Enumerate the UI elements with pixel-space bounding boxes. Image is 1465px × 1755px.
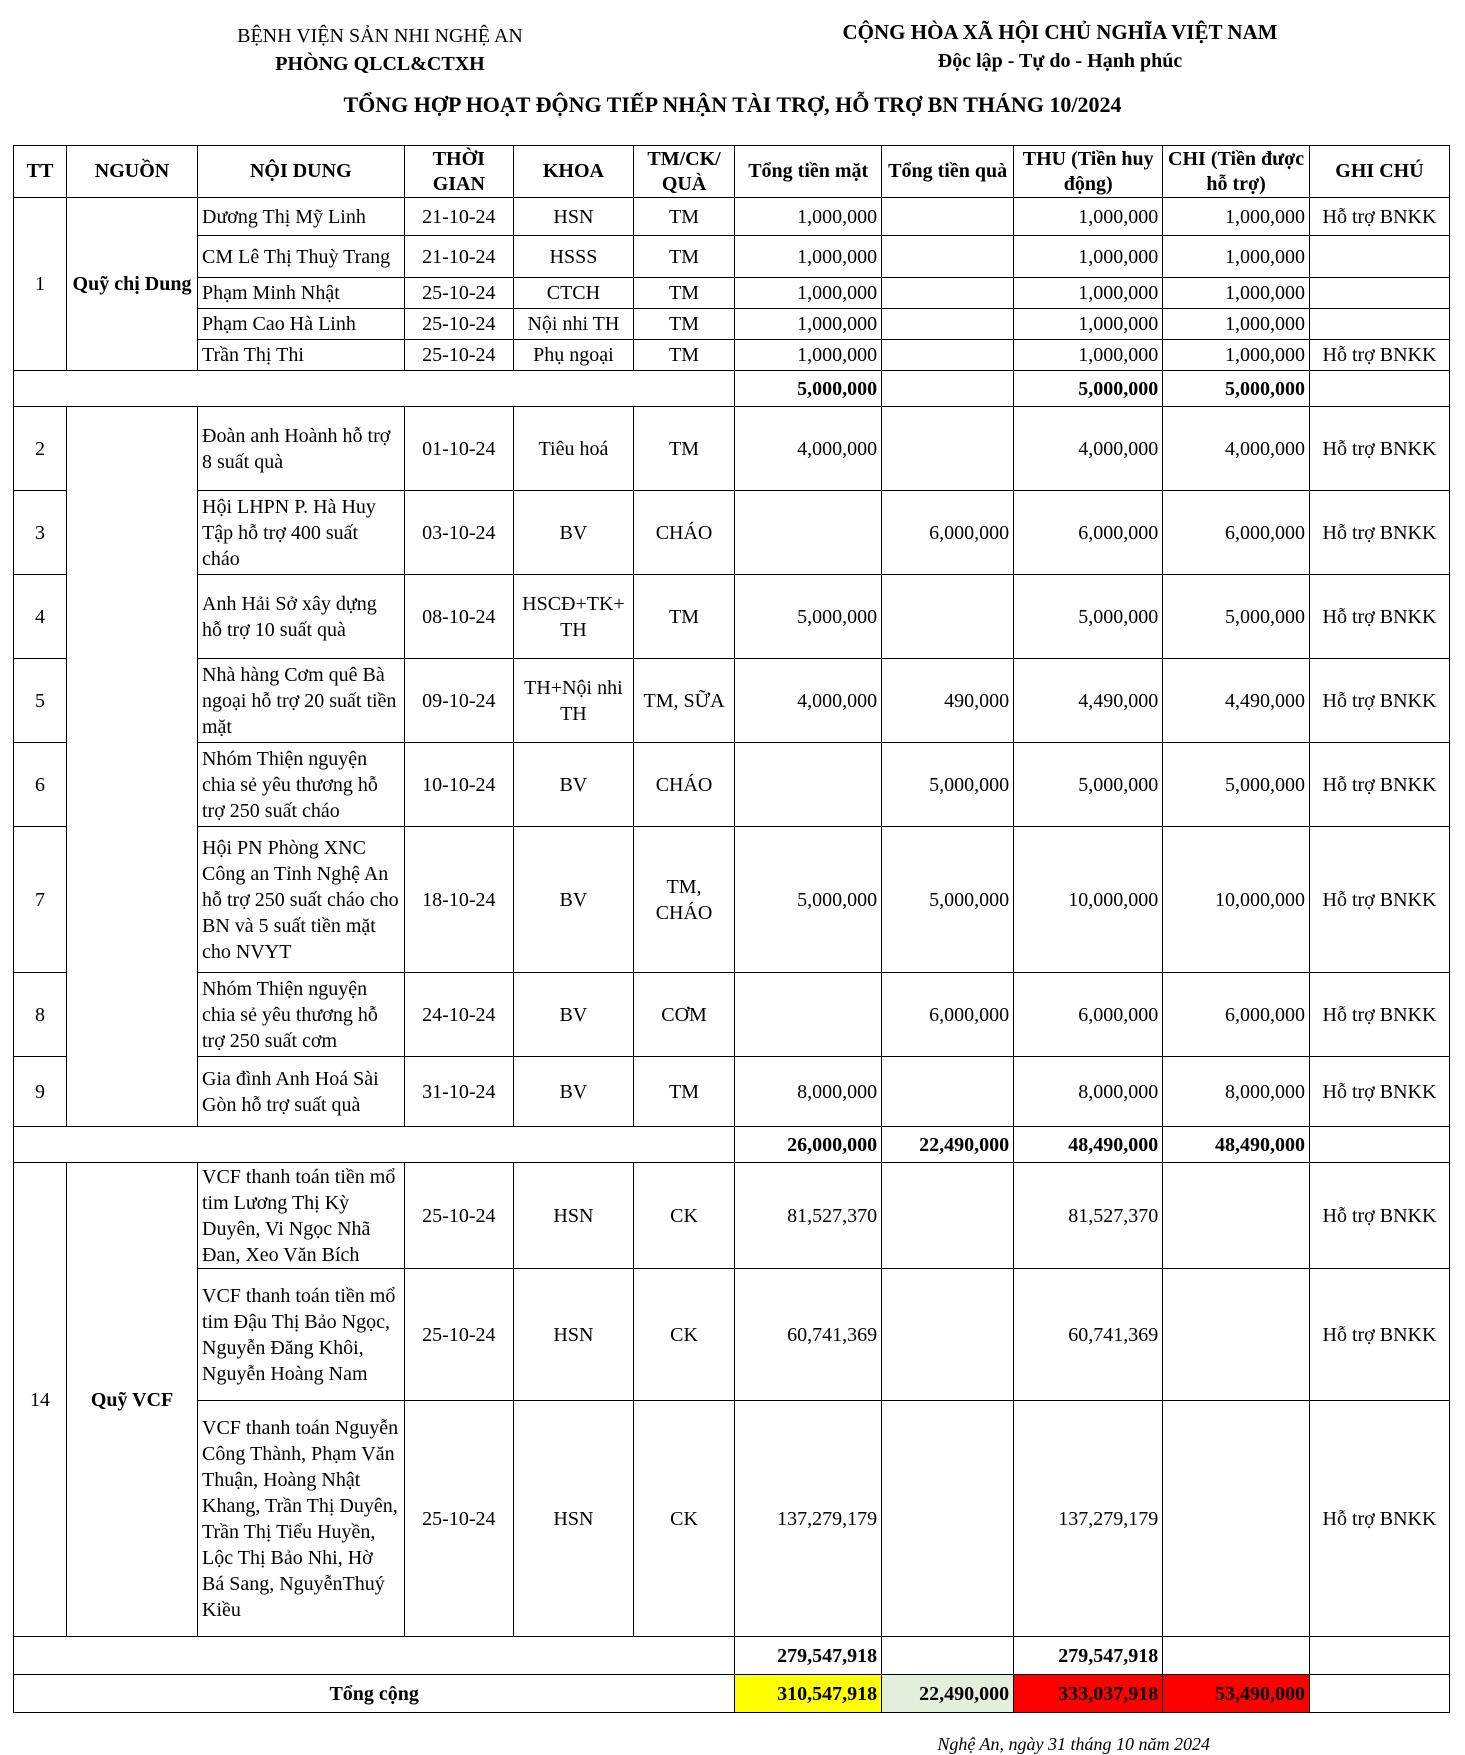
- group2-source: [67, 407, 198, 1127]
- table-row: [14, 1269, 1450, 1401]
- chi-cell: 1,000,000: [1163, 309, 1310, 340]
- chi-cell: 8,000,000: [1163, 1057, 1310, 1127]
- note-cell: Hỗ trợ BNKK: [1309, 491, 1449, 575]
- type-cell: TM: [633, 1057, 735, 1127]
- tt-cell: 4: [14, 575, 67, 659]
- cash-cell: 1,000,000: [735, 309, 882, 340]
- date-cell: 21-10-24: [404, 198, 514, 236]
- table-row: [14, 575, 1450, 659]
- thu-cell: 1,000,000: [1014, 309, 1163, 340]
- type-cell: CHÁO: [633, 491, 735, 575]
- thu-cell: 1,000,000: [1014, 198, 1163, 236]
- group3-source: Quỹ VCF: [67, 1163, 198, 1637]
- note-cell: [1309, 309, 1449, 340]
- dept-cell: BV: [514, 973, 634, 1057]
- col-noidung: NỘI DUNG: [198, 146, 405, 198]
- chi-cell: [1163, 1163, 1310, 1269]
- cash-cell: 137,279,179: [735, 1401, 882, 1637]
- type-cell: CƠM: [633, 973, 735, 1057]
- subtotal-note: [1309, 1127, 1449, 1163]
- chi-cell: 4,490,000: [1163, 659, 1310, 743]
- table-row: [14, 407, 1450, 491]
- subtotal-chi: [1163, 1637, 1310, 1675]
- grand-total-note: [1309, 1675, 1449, 1713]
- thu-cell: 8,000,000: [1014, 1057, 1163, 1127]
- cash-cell: [735, 743, 882, 827]
- content-cell: VCF thanh toán tiền mổ tim Đậu Thị Bảo Ngọc, Nguyễn Đăng Khôi, Nguyễn Hoàng Nam: [198, 1269, 405, 1401]
- dept-cell: CTCH: [514, 278, 634, 309]
- group1-source: Quỹ chị Dung: [67, 198, 198, 371]
- note-cell: Hỗ trợ BNKK: [1309, 1057, 1449, 1127]
- grand-total-label: Tổng cộng: [14, 1675, 735, 1713]
- date-cell: 25-10-24: [404, 1269, 514, 1401]
- content-cell: CM Lê Thị Thuỳ Trang: [198, 236, 405, 278]
- table-row: [14, 491, 1450, 575]
- note-cell: Hỗ trợ BNKK: [1309, 743, 1449, 827]
- dept-cell: BV: [514, 827, 634, 973]
- thu-cell: 4,490,000: [1014, 659, 1163, 743]
- cash-cell: 60,741,369: [735, 1269, 882, 1401]
- col-tienmat: Tổng tiền mặt: [735, 146, 882, 198]
- date-cell: 08-10-24: [404, 575, 514, 659]
- note-cell: Hỗ trợ BNKK: [1309, 1269, 1449, 1401]
- chi-cell: 6,000,000: [1163, 491, 1310, 575]
- thu-cell: 1,000,000: [1014, 278, 1163, 309]
- dept-cell: Tiêu hoá: [514, 407, 634, 491]
- chi-cell: 5,000,000: [1163, 743, 1310, 827]
- date-cell: 09-10-24: [404, 659, 514, 743]
- chi-cell: 6,000,000: [1163, 973, 1310, 1057]
- table-row: [14, 309, 1450, 340]
- note-cell: Hỗ trợ BNKK: [1309, 340, 1449, 371]
- table-row: [14, 278, 1450, 309]
- thu-cell: 1,000,000: [1014, 236, 1163, 278]
- gift-cell: 5,000,000: [882, 827, 1014, 973]
- note-cell: Hỗ trợ BNKK: [1309, 1401, 1449, 1637]
- content-cell: Hội PN Phòng XNC Công an Tỉnh Nghệ An hỗ trợ 250 suất cháo cho BN và 5 suất tiền mặt cho NVYT: [198, 827, 405, 973]
- tt-cell: 6: [14, 743, 67, 827]
- type-cell: TM: [633, 278, 735, 309]
- col-chi: CHI (Tiền được hỗ trợ): [1163, 146, 1310, 198]
- grand-total-chi: 53,490,000: [1163, 1675, 1310, 1713]
- table-row: [14, 1163, 1450, 1269]
- gift-cell: [882, 278, 1014, 309]
- gift-cell: 490,000: [882, 659, 1014, 743]
- gift-cell: [882, 1163, 1014, 1269]
- date-cell: 31-10-24: [404, 1057, 514, 1127]
- col-tienqua: Tổng tiền quà: [882, 146, 1014, 198]
- subtotal-gift: [882, 371, 1014, 407]
- cash-cell: 1,000,000: [735, 198, 882, 236]
- type-cell: TM: [633, 575, 735, 659]
- type-cell: TM: [633, 198, 735, 236]
- thu-cell: 4,000,000: [1014, 407, 1163, 491]
- thu-cell: 6,000,000: [1014, 973, 1163, 1057]
- grand-total-cash: 310,547,918: [735, 1675, 882, 1713]
- thu-cell: 60,741,369: [1014, 1269, 1163, 1401]
- thu-cell: 5,000,000: [1014, 575, 1163, 659]
- type-cell: CK: [633, 1269, 735, 1401]
- cash-cell: 5,000,000: [735, 575, 882, 659]
- tt-cell: 3: [14, 491, 67, 575]
- col-nguon: NGUỒN: [67, 146, 198, 198]
- content-cell: Gia đình Anh Hoá Sài Gòn hỗ trợ suất quà: [198, 1057, 405, 1127]
- type-cell: TM: [633, 407, 735, 491]
- gift-cell: [882, 236, 1014, 278]
- subtotal-row: [14, 1637, 1450, 1675]
- type-cell: TM, SỮA: [633, 659, 735, 743]
- tt-cell: 7: [14, 827, 67, 973]
- note-cell: Hỗ trợ BNKK: [1309, 973, 1449, 1057]
- date-cell: 25-10-24: [404, 1401, 514, 1637]
- table-row: [14, 198, 1450, 236]
- subtotal-thu: 5,000,000: [1014, 371, 1163, 407]
- content-cell: Anh Hải Sở xây dựng hỗ trợ 10 suất quà: [198, 575, 405, 659]
- subtotal-spacer: [14, 1127, 735, 1163]
- note-cell: Hỗ trợ BNKK: [1309, 827, 1449, 973]
- col-tt: TT: [14, 146, 67, 198]
- dept-cell: HSN: [514, 1401, 634, 1637]
- subtotal-row: [14, 371, 1450, 407]
- subtotal-gift: [882, 1637, 1014, 1675]
- gift-cell: [882, 340, 1014, 371]
- thu-cell: 6,000,000: [1014, 491, 1163, 575]
- republic-header: [820, 18, 1300, 76]
- tt-cell: 9: [14, 1057, 67, 1127]
- grand-total-row: [14, 1675, 1450, 1713]
- subtotal-row: [14, 1127, 1450, 1163]
- gift-cell: [882, 198, 1014, 236]
- col-thu: THU (Tiền huy động): [1014, 146, 1163, 198]
- subtotal-cash: 26,000,000: [735, 1127, 882, 1163]
- thu-cell: 137,279,179: [1014, 1401, 1163, 1637]
- date-cell: 03-10-24: [404, 491, 514, 575]
- content-cell: Nhóm Thiện nguyện chia sẻ yêu thương hỗ trợ 250 suất cơm: [198, 973, 405, 1057]
- dept-cell: Nội nhi TH: [514, 309, 634, 340]
- thu-cell: 1,000,000: [1014, 340, 1163, 371]
- date-footer: Nghệ An, ngày 31 tháng 10 năm 2024: [937, 1734, 1210, 1754]
- dept-cell: HSCĐ+TK+ TH: [514, 575, 634, 659]
- subtotal-gift: 22,490,000: [882, 1127, 1014, 1163]
- note-cell: [1309, 278, 1449, 309]
- gift-cell: [882, 309, 1014, 340]
- chi-cell: 1,000,000: [1163, 198, 1310, 236]
- type-cell: CK: [633, 1401, 735, 1637]
- table-row: [14, 340, 1450, 371]
- chi-cell: 1,000,000: [1163, 340, 1310, 371]
- table-row: [14, 659, 1450, 743]
- subtotal-cash: 279,547,918: [735, 1637, 882, 1675]
- type-cell: TM: [633, 236, 735, 278]
- cash-cell: 1,000,000: [735, 340, 882, 371]
- chi-cell: 5,000,000: [1163, 575, 1310, 659]
- col-thoigian: THỜI GIAN: [404, 146, 514, 198]
- date-cell: 25-10-24: [404, 1163, 514, 1269]
- note-cell: Hỗ trợ BNKK: [1309, 575, 1449, 659]
- type-cell: CK: [633, 1163, 735, 1269]
- col-khoa: KHOA: [514, 146, 634, 198]
- date-cell: 21-10-24: [404, 236, 514, 278]
- type-cell: CHÁO: [633, 743, 735, 827]
- date-cell: 10-10-24: [404, 743, 514, 827]
- note-cell: [1309, 236, 1449, 278]
- col-ghichu: GHI CHÚ: [1309, 146, 1449, 198]
- cash-cell: [735, 491, 882, 575]
- grand-total-thu: 333,037,918: [1014, 1675, 1163, 1713]
- note-cell: Hỗ trợ BNKK: [1309, 659, 1449, 743]
- subtotal-note: [1309, 371, 1449, 407]
- gift-cell: 6,000,000: [882, 491, 1014, 575]
- tt-cell: 2: [14, 407, 67, 491]
- content-cell: Trần Thị Thi: [198, 340, 405, 371]
- thu-cell: 10,000,000: [1014, 827, 1163, 973]
- gift-cell: [882, 575, 1014, 659]
- chi-cell: 1,000,000: [1163, 236, 1310, 278]
- cash-cell: 8,000,000: [735, 1057, 882, 1127]
- gift-cell: [882, 1269, 1014, 1401]
- note-cell: Hỗ trợ BNKK: [1309, 407, 1449, 491]
- gift-cell: [882, 1401, 1014, 1637]
- hospital-header: [200, 22, 560, 78]
- cash-cell: 81,527,370: [735, 1163, 882, 1269]
- dept-cell: TH+Nội nhi TH: [514, 659, 634, 743]
- subtotal-chi: 48,490,000: [1163, 1127, 1310, 1163]
- motto: Độc lập - Tự do - Hạnh phúc: [937, 50, 1183, 72]
- date-cell: 24-10-24: [404, 973, 514, 1057]
- dept-cell: HSN: [514, 198, 634, 236]
- table-row: [14, 1057, 1450, 1127]
- content-cell: Hội LHPN P. Hà Huy Tập hỗ trợ 400 suất cháo: [198, 491, 405, 575]
- content-cell: VCF thanh toán Nguyễn Công Thành, Phạm Văn Thuận, Hoàng Nhật Khang, Trần Thị Duyên, Trần Thị Tiểu Huyền, Lộc Thị Bảo Nhi, Hờ Bá Sang, NguyễnThuý Kiều: [198, 1401, 405, 1637]
- subtotal-spacer: [14, 1637, 735, 1675]
- subtotal-chi: 5,000,000: [1163, 371, 1310, 407]
- content-cell: Nhà hàng Cơm quê Bà ngoại hỗ trợ 20 suất tiền mặt: [198, 659, 405, 743]
- chi-cell: 4,000,000: [1163, 407, 1310, 491]
- content-cell: Phạm Minh Nhật: [198, 278, 405, 309]
- subtotal-spacer: [14, 371, 735, 407]
- table-row: [14, 236, 1450, 278]
- date-cell: 25-10-24: [404, 278, 514, 309]
- subtotal-thu: 48,490,000: [1014, 1127, 1163, 1163]
- tt-cell: 8: [14, 973, 67, 1057]
- chi-cell: 1,000,000: [1163, 278, 1310, 309]
- dept-cell: BV: [514, 491, 634, 575]
- subtotal-thu: 279,547,918: [1014, 1637, 1163, 1675]
- chi-cell: [1163, 1269, 1310, 1401]
- cash-cell: 4,000,000: [735, 659, 882, 743]
- sponsorship-table: [13, 145, 1450, 1713]
- note-cell: Hỗ trợ BNKK: [1309, 198, 1449, 236]
- table-row: [14, 827, 1450, 973]
- table-row: [14, 973, 1450, 1057]
- header-row: [14, 146, 1450, 198]
- table-row: [14, 1401, 1450, 1637]
- col-loai: TM/CK/ QUÀ: [633, 146, 735, 198]
- grand-total-gift: 22,490,000: [882, 1675, 1014, 1713]
- cash-cell: [735, 973, 882, 1057]
- thu-cell: 81,527,370: [1014, 1163, 1163, 1269]
- chi-cell: 10,000,000: [1163, 827, 1310, 973]
- gift-cell: 5,000,000: [882, 743, 1014, 827]
- republic-name: CỘNG HÒA XÃ HỘI CHỦ NGHĨA VIỆT NAM: [842, 20, 1278, 44]
- date-cell: 01-10-24: [404, 407, 514, 491]
- subtotal-note: [1309, 1637, 1449, 1675]
- content-cell: Dương Thị Mỹ Linh: [198, 198, 405, 236]
- tt-cell: 5: [14, 659, 67, 743]
- gift-cell: [882, 407, 1014, 491]
- type-cell: TM, CHÁO: [633, 827, 735, 973]
- chi-cell: [1163, 1401, 1310, 1637]
- date-cell: 25-10-24: [404, 340, 514, 371]
- content-cell: Nhóm Thiện nguyện chia sẻ yêu thương hỗ trợ 250 suất cháo: [198, 743, 405, 827]
- cash-cell: 5,000,000: [735, 827, 882, 973]
- cash-cell: 1,000,000: [735, 236, 882, 278]
- gift-cell: 6,000,000: [882, 973, 1014, 1057]
- hospital-name: BỆNH VIỆN SẢN NHI NGHỆ AN: [237, 25, 523, 47]
- dept-cell: HSN: [514, 1269, 634, 1401]
- date-cell: 25-10-24: [404, 309, 514, 340]
- group3-tt: 14: [14, 1163, 67, 1637]
- dept-cell: HSSS: [514, 236, 634, 278]
- type-cell: TM: [633, 309, 735, 340]
- subtotal-cash: 5,000,000: [735, 371, 882, 407]
- thu-cell: 5,000,000: [1014, 743, 1163, 827]
- content-cell: Phạm Cao Hà Linh: [198, 309, 405, 340]
- cash-cell: 4,000,000: [735, 407, 882, 491]
- date-cell: 18-10-24: [404, 827, 514, 973]
- department-name: PHÒNG QLCL&CTXH: [275, 53, 485, 75]
- dept-cell: BV: [514, 1057, 634, 1127]
- dept-cell: Phụ ngoại: [514, 340, 634, 371]
- group1-tt: 1: [14, 198, 67, 371]
- type-cell: TM: [633, 340, 735, 371]
- dept-cell: HSN: [514, 1163, 634, 1269]
- content-cell: Đoàn anh Hoành hỗ trợ 8 suất quà: [198, 407, 405, 491]
- note-cell: Hỗ trợ BNKK: [1309, 1163, 1449, 1269]
- gift-cell: [882, 1057, 1014, 1127]
- cash-cell: 1,000,000: [735, 278, 882, 309]
- table-row: [14, 743, 1450, 827]
- document-title: TỔNG HỢP HOẠT ĐỘNG TIẾP NHẬN TÀI TRỢ, HỖ TRỢ BN THÁNG 10/2024: [343, 92, 1122, 117]
- dept-cell: BV: [514, 743, 634, 827]
- content-cell: VCF thanh toán tiền mổ tim Lương Thị Kỳ Duyên, Vi Ngọc Nhã Đan, Xeo Văn Bích: [198, 1163, 405, 1269]
